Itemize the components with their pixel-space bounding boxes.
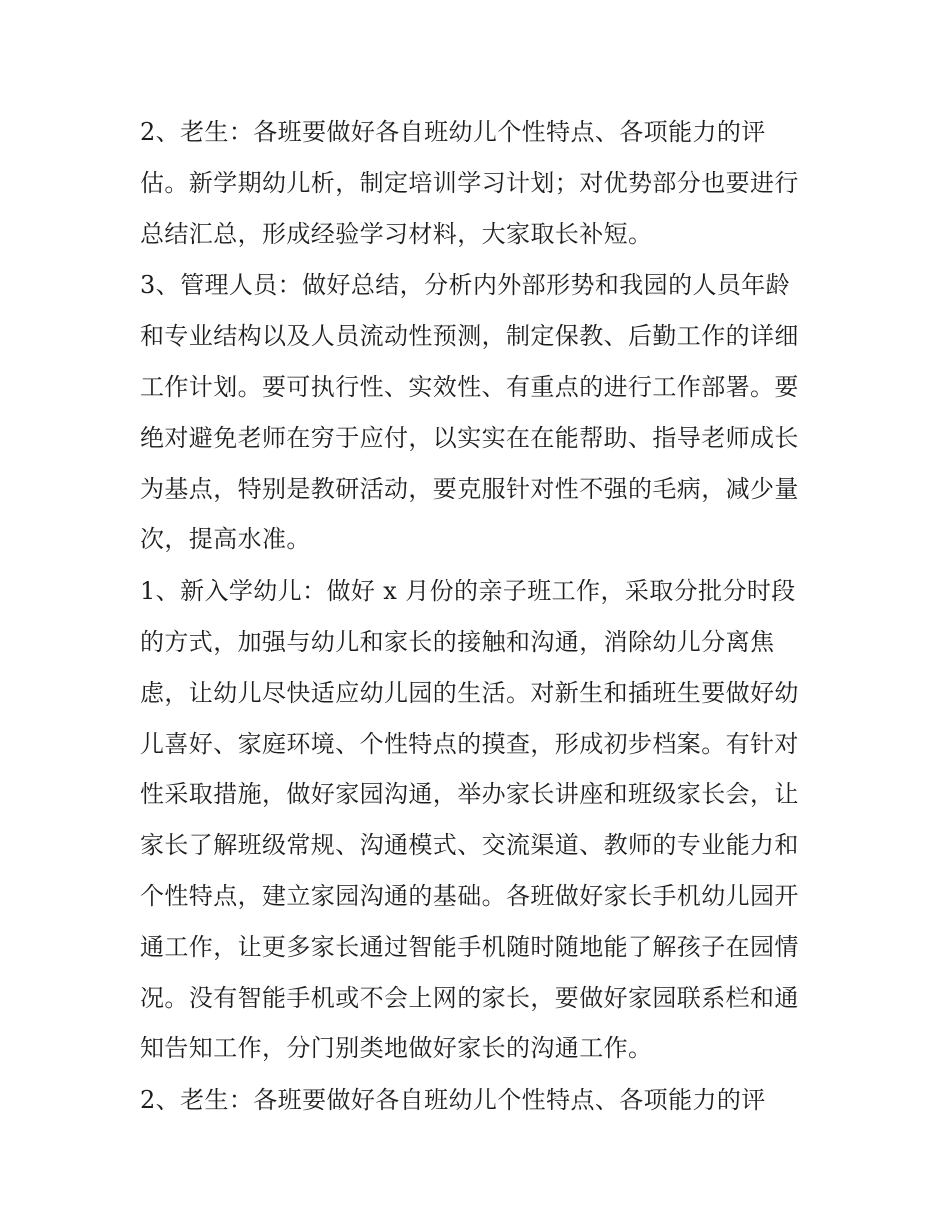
text-line: 和专业结构以及人员流动性预测，制定保教、后勤工作的详细 [140,322,799,351]
text-line: 知告知工作，分门别类地做好家长的沟通工作。 [140,1034,653,1063]
paragraph-new-students [140,566,820,1074]
document-body [140,107,820,1127]
text-line: 总结汇总，形成经验学习材料，大家取长补短。 [140,219,653,248]
text-line: 工作计划。要可执行性、实效性、有重点的进行工作部署。要 [140,372,799,401]
text-line: 2、老生：各班要做好各自班幼儿个性特点、各项能力的评 [140,1086,766,1115]
text-line: 的方式，加强与幼儿和家长的接触和沟通，消除幼儿分离焦 [140,627,775,656]
text-line: 个性特点，建立家园沟通的基础。各班做好家长手机幼儿园开 [140,881,799,910]
text-line: 虑，让幼儿尽快适应幼儿园的生活。对新生和插班生要做好幼 [140,678,799,707]
text-line: 为基点，特别是教研活动，要克服针对性不强的毛病，减少量 [140,474,799,503]
text-line: 儿喜好、家庭环境、个性特点的摸查，形成初步档案。有针对 [140,729,799,758]
text-line: 估。新学期幼儿析，制定培训学习计划；对优势部分也要进行 [140,168,799,197]
text-line: 性采取措施，做好家园沟通，举办家长讲座和班级家长会，让 [140,780,799,809]
text-line: 2、老生：各班要做好各自班幼儿个性特点、各项能力的评 [140,118,766,146]
paragraph-management [140,260,820,565]
text-line: 通工作，让更多家长通过智能手机随时随地能了解孩子在园情 [140,932,799,961]
text-line: 绝对避免老师在穷于应付，以实实在在能帮助、指导老师成长 [140,423,799,452]
text-line: 3、管理人员：做好总结，分析内外部形势和我园的人员年龄 [140,271,791,300]
text-line: 家长了解班级常规、沟通模式、交流渠道、教师的专业能力和 [140,831,799,860]
text-line: 次，提高水准。 [140,525,311,554]
text-line: 1、新入学幼儿：做好 x 月份的亲子班工作，采取分批分时段 [140,577,796,606]
text-line: 况。没有智能手机或不会上网的家长，要做好家园联系栏和通 [140,983,799,1012]
paragraph-old-students-repeat [140,1075,820,1126]
paragraph-old-students [140,107,820,259]
